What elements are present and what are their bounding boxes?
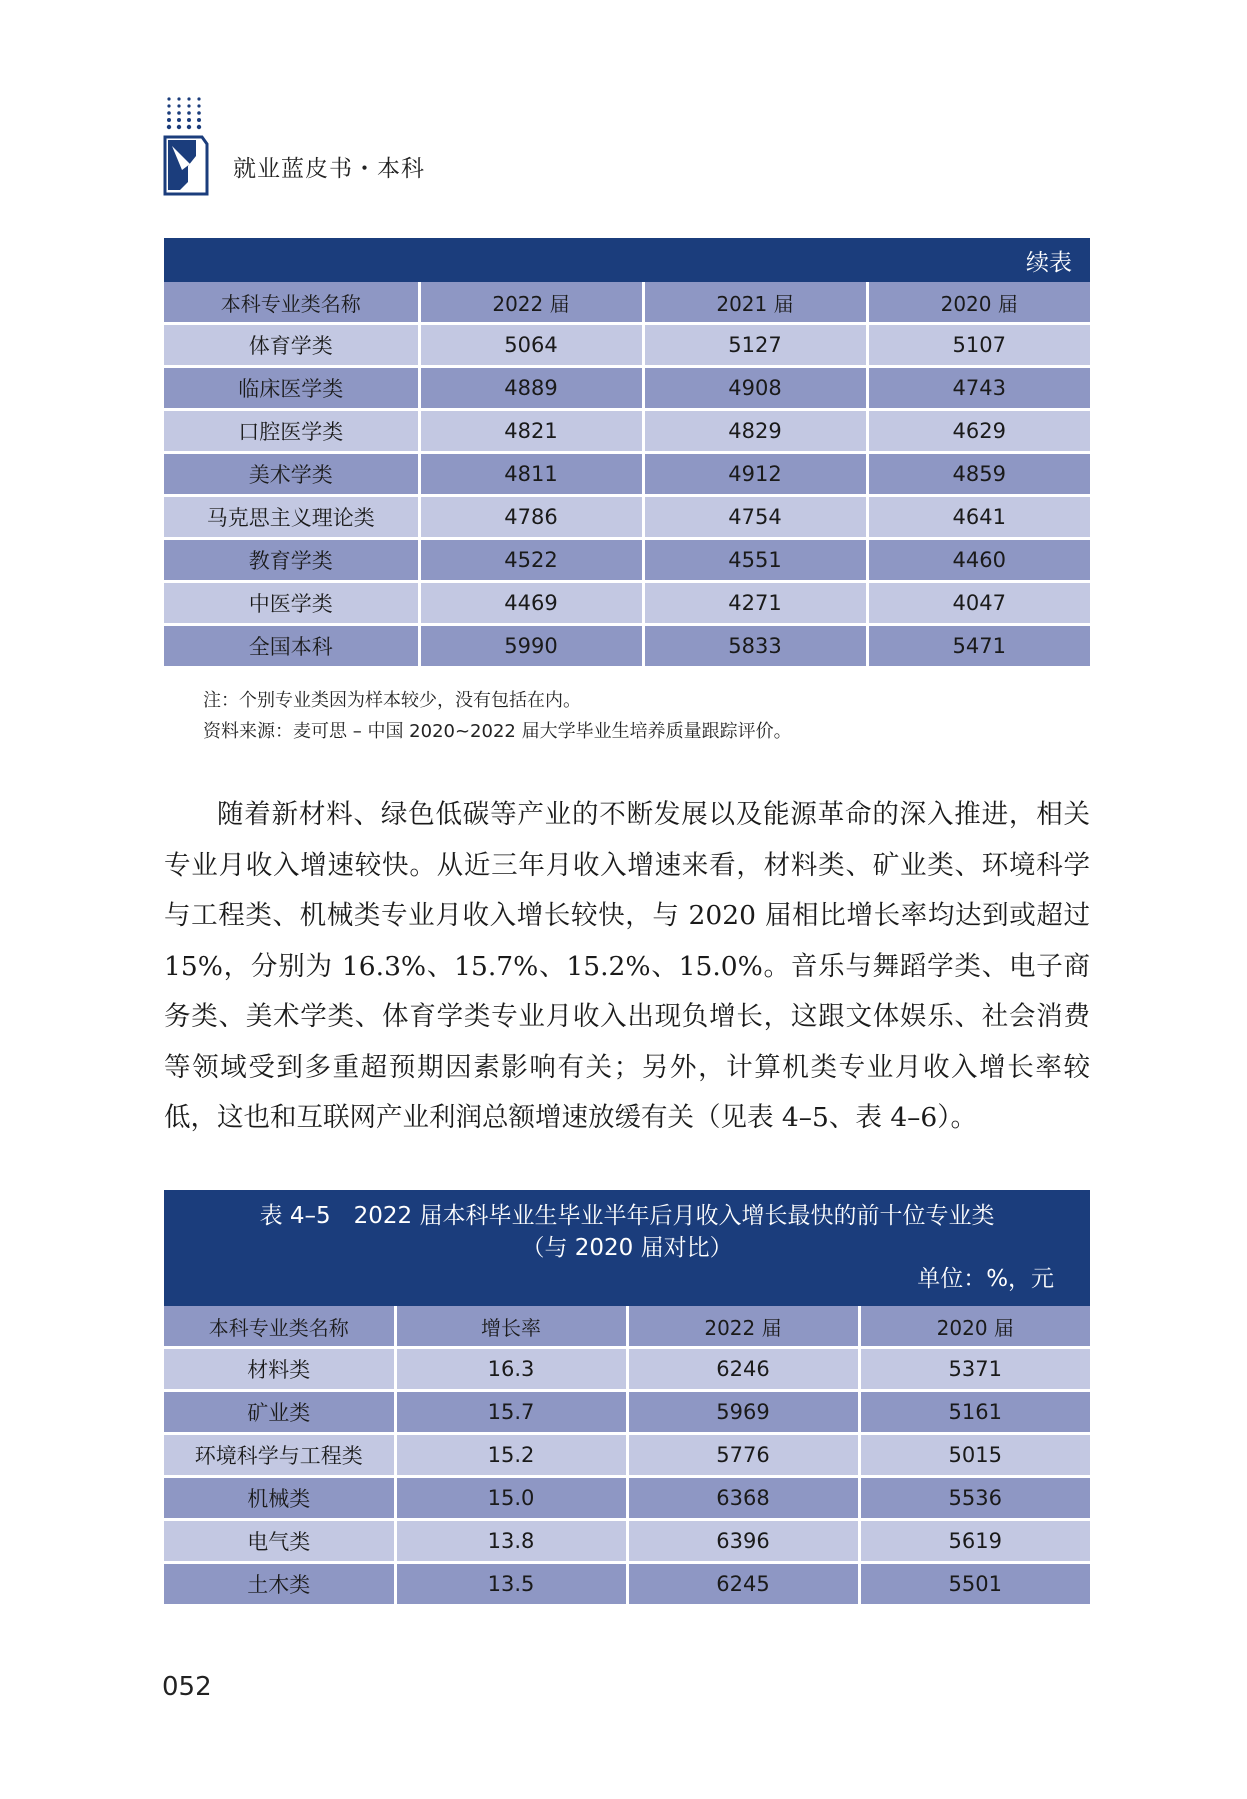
value-cell: 16.3: [395, 1348, 627, 1391]
column-header: 2022 届: [627, 1306, 859, 1348]
table-caption: [164, 1190, 1090, 1306]
column-header: 2022 届: [419, 282, 643, 324]
value-cell: 5501: [859, 1563, 1090, 1606]
major-name-cell: 临床医学类: [164, 367, 419, 410]
value-cell: 4829: [643, 410, 867, 453]
value-cell: 13.5: [395, 1563, 627, 1606]
value-cell: 4743: [867, 367, 1090, 410]
value-cell: 13.8: [395, 1520, 627, 1563]
column-header: 2020 届: [859, 1306, 1090, 1348]
major-name-cell: 美术学类: [164, 453, 419, 496]
value-cell: 4786: [419, 496, 643, 539]
column-header: 本科专业类名称: [164, 282, 419, 324]
column-header: 2021 届: [643, 282, 867, 324]
value-cell: 4889: [419, 367, 643, 410]
major-name-cell: 土木类: [164, 1563, 395, 1606]
book-logo-icon: [162, 134, 210, 198]
value-cell: 5969: [627, 1391, 859, 1434]
value-cell: 4859: [867, 453, 1090, 496]
table-row: [164, 1477, 1090, 1520]
column-header: 2020 届: [867, 282, 1090, 324]
major-name-cell: 教育学类: [164, 539, 419, 582]
value-cell: 4271: [643, 582, 867, 625]
table-row-national-total: [164, 625, 1090, 668]
table-4-5: [164, 1190, 1090, 1607]
table-row: [164, 582, 1090, 625]
table-row: [164, 496, 1090, 539]
value-cell: 15.2: [395, 1434, 627, 1477]
value-cell: 15.0: [395, 1477, 627, 1520]
value-cell: 5371: [859, 1348, 1090, 1391]
major-name-cell: 机械类: [164, 1477, 395, 1520]
value-cell: 5833: [643, 625, 867, 668]
major-name-cell: 矿业类: [164, 1391, 395, 1434]
value-cell: 4912: [643, 453, 867, 496]
value-cell: 4754: [643, 496, 867, 539]
value-cell: 4469: [419, 582, 643, 625]
major-name-cell: 口腔医学类: [164, 410, 419, 453]
table-continued-caption: 续表: [164, 238, 1090, 282]
table-title: 表 4–5 2022 届本科毕业生毕业半年后月收入增长最快的前十位专业类: [259, 1203, 995, 1229]
major-name-cell: 全国本科: [164, 625, 419, 668]
table-row: [164, 1520, 1090, 1563]
value-cell: 5619: [859, 1520, 1090, 1563]
continued-income-table: [164, 238, 1090, 669]
table-row: [164, 1563, 1090, 1606]
value-cell: 4821: [419, 410, 643, 453]
table-unit: 单位：%，元: [917, 1266, 1055, 1292]
value-cell: 5161: [859, 1391, 1090, 1434]
column-header: 增长率: [395, 1306, 627, 1348]
value-cell: 4551: [643, 539, 867, 582]
major-name-cell: 中医学类: [164, 582, 419, 625]
value-cell: 5064: [419, 324, 643, 367]
value-cell: 6245: [627, 1563, 859, 1606]
table-row: [164, 1391, 1090, 1434]
table-row: [164, 1348, 1090, 1391]
value-cell: 4460: [867, 539, 1090, 582]
value-cell: 4641: [867, 496, 1090, 539]
column-header: 本科专业类名称: [164, 1306, 395, 1348]
value-cell: 5107: [867, 324, 1090, 367]
value-cell: 4522: [419, 539, 643, 582]
value-cell: 5536: [859, 1477, 1090, 1520]
value-cell: 5990: [419, 625, 643, 668]
value-cell: 4811: [419, 453, 643, 496]
table-row: [164, 539, 1090, 582]
table-row: [164, 410, 1090, 453]
table-subtitle: （与 2020 届对比）: [521, 1235, 733, 1261]
table-row: [164, 367, 1090, 410]
running-header-title: 就业蓝皮书・本科: [233, 156, 425, 182]
body-paragraph: 随着新材料、绿色低碳等产业的不断发展以及能源革命的深入推进，相关专业月收入增速较快。从近三年月收入增速来看，材料类、矿业类、环境科学与工程类、机械类专业月收入增长较快，与 2020 届相比增长率均达到或超过 15%，分别为 16.3%、15.7%、15.2%、15.0%。音乐与舞蹈学类、电子商务类、美术学类、体育学类专业月收入出现负增长，这跟文体娱乐、社会消费等领域受到多重超预期因素影响有关；另外，计算机类专业月收入增长率较低，这也和互联网产业利润总额增速放缓有关（见表 4–5、表 4–6）。: [164, 799, 1090, 1133]
table-source: 资料来源：麦可思 – 中国 2020~2022 届大学毕业生培养质量跟踪评价。: [203, 721, 792, 742]
major-name-cell: 材料类: [164, 1348, 395, 1391]
value-cell: 6396: [627, 1520, 859, 1563]
table-note: 注：个别专业类因为样本较少，没有包括在内。: [203, 690, 581, 711]
page-number: 052: [162, 1672, 212, 1702]
value-cell: 5015: [859, 1434, 1090, 1477]
dot-pattern-icon: [166, 96, 206, 132]
value-cell: 6368: [627, 1477, 859, 1520]
value-cell: 15.7: [395, 1391, 627, 1434]
value-cell: 4629: [867, 410, 1090, 453]
table-row: [164, 1434, 1090, 1477]
value-cell: 5471: [867, 625, 1090, 668]
value-cell: 5127: [643, 324, 867, 367]
major-name-cell: 马克思主义理论类: [164, 496, 419, 539]
value-cell: 4047: [867, 582, 1090, 625]
value-cell: 5776: [627, 1434, 859, 1477]
major-name-cell: 电气类: [164, 1520, 395, 1563]
major-name-cell: 体育学类: [164, 324, 419, 367]
table-row: [164, 453, 1090, 496]
major-name-cell: 环境科学与工程类: [164, 1434, 395, 1477]
table-row: [164, 324, 1090, 367]
value-cell: 4908: [643, 367, 867, 410]
value-cell: 6246: [627, 1348, 859, 1391]
